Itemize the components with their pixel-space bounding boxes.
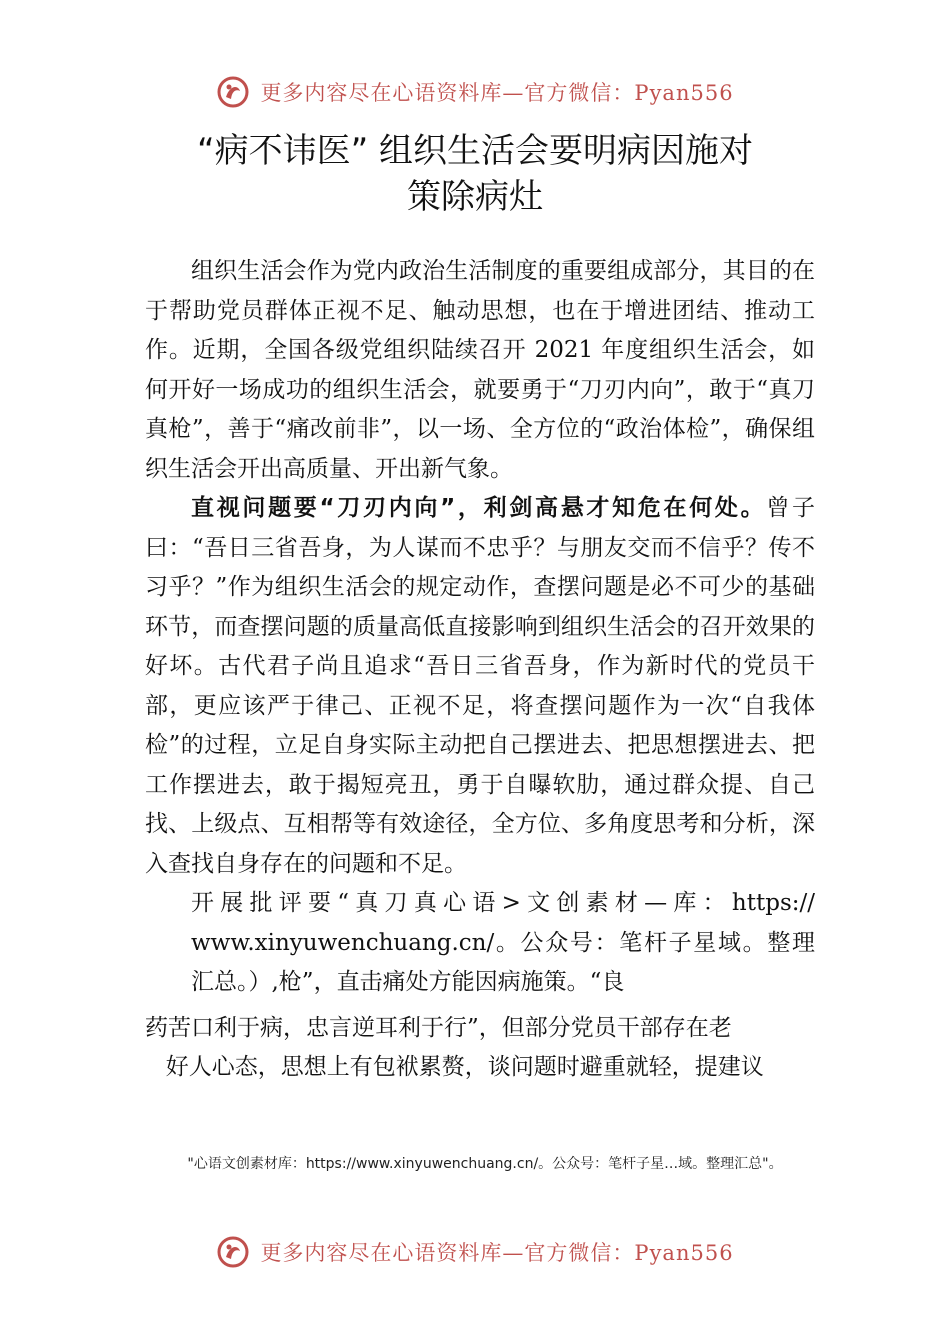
title-line-2: 策除病灶 (407, 177, 543, 217)
paragraph-criticism: 开展批评要“真刀真心语>文创素材—库：https:// www.xinyuwenchuang.cn/。公众号：笔杆子星域。整理汇总。）,枪”，直击痛处方能因病施策。“良 (191, 890, 815, 995)
banner-text: 更多内容尽在心语资料库—官方微信：Pyan556 (260, 1241, 734, 1265)
header-banner (0, 72, 950, 112)
footer-banner (0, 1232, 950, 1272)
footnote: "心语文创素材库：https://www.xinyuwenchuang.cn/。公众号：笔杆子星…域。整理汇总"。 (187, 1156, 783, 1172)
flame-swirl-logo-icon (216, 75, 250, 109)
article-body (145, 252, 815, 1088)
paragraph-problems-text: 曾子曰：“吾日三省吾身，为人谋而不忠乎？与朋友交而不信乎？传不习乎？”作为组织生活会的规定动作，查摆问题是必不可少的基础环节，而查摆问题的质量高低直接影响到组织生活会的召开效果的好坏。古代君子尚且追求“吾日三省吾身，作为新时代的党员干部，更应该严于律己、正视不足，将查摆问题作为一次“自我体检”的过程，立足自身实际主动把自己摆进去、把思想摆进去、把工作摆进去，敢于揭短亮丑，勇于自曝软肋，通过群众提、自己找、上级点、互相帮等有效途径，全方位、多角度思考和分析，深入查找自身存在的问题和不足。 (145, 495, 816, 877)
banner-text: 更多内容尽在心语资料库—官方微信：Pyan556 (260, 81, 734, 105)
flame-swirl-logo-icon (216, 1235, 250, 1269)
title-line-1: “病不讳医” 组织生活会要明病因施对 (196, 131, 754, 171)
paragraph-problems (145, 489, 815, 884)
section-heading-bold: 直视问题要“刀刃内向”，利剑高悬才知危在何处。 (191, 495, 767, 521)
paragraph-intro: 组织生活会作为党内政治生活制度的重要组成部分，其目的在于帮助党员群体正视不足、触动思想，也在于增进团结、推动工作。近期，全国各级党组织陆续召开 2021 年度组织生活会，如何开好一场成功的组织生活会，就要勇于“刀刃内向”，敢于“真刀真枪”，善于“痛改前非”，以一场、全方位的“政治体检”，确保组织生活会开出高质量、开出新气象。 (145, 258, 815, 482)
page-title (130, 128, 820, 220)
paragraph-proverb: 药苦口利于病，忠言逆耳利于行”，但部分党员干部存在老 (145, 1014, 732, 1041)
paragraph-attitude: 好人心态，思想上有包袱累赘，谈问题时避重就轻，提建议 (165, 1054, 764, 1080)
